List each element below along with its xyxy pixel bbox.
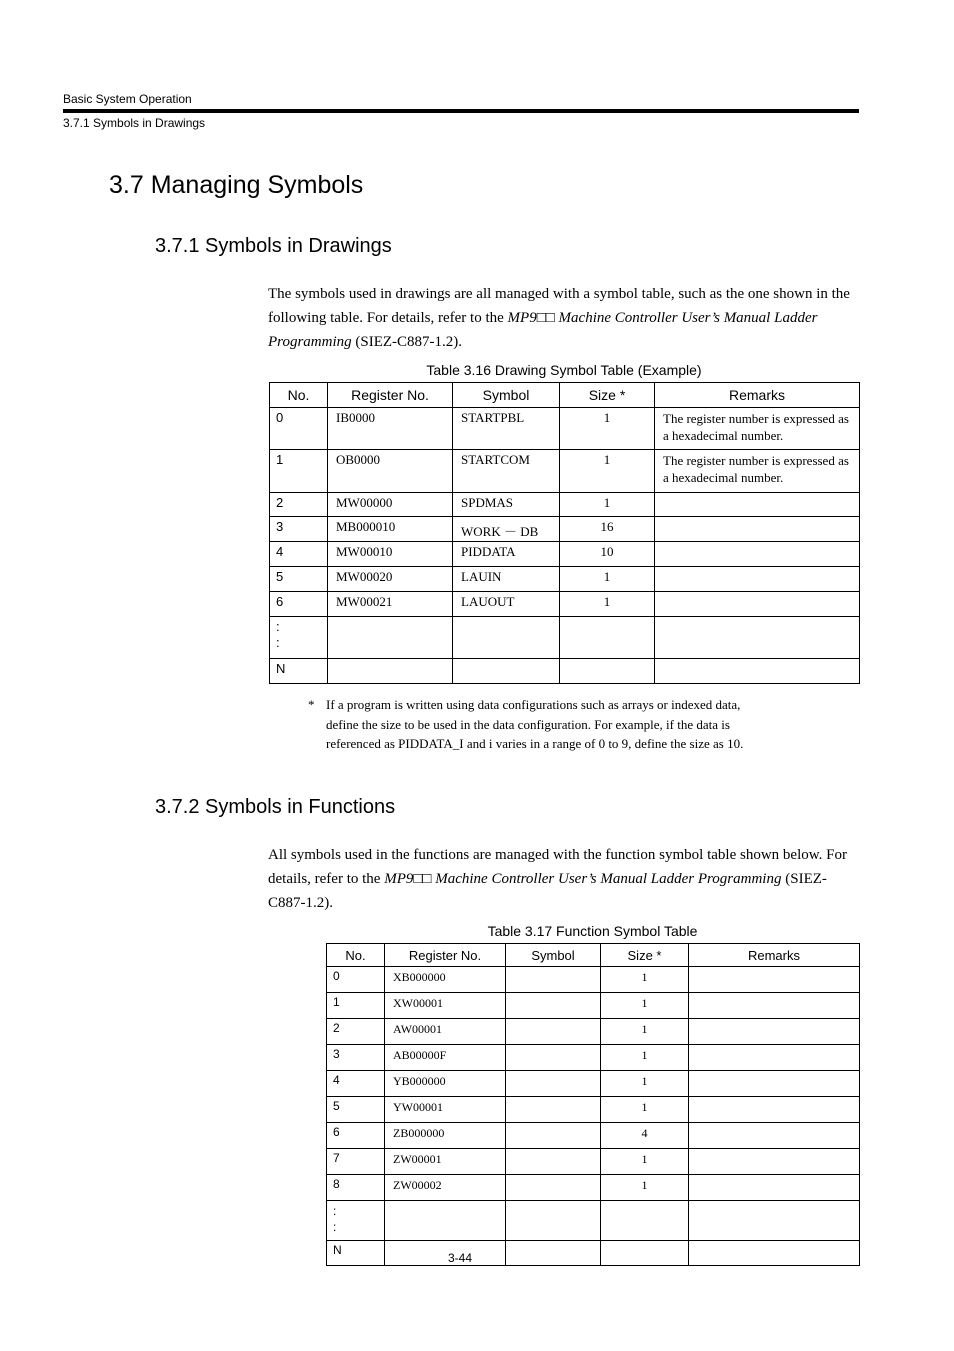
cell-symbol: [506, 967, 601, 993]
cell-no: 8: [327, 1175, 385, 1201]
cell-remarks: [689, 1019, 860, 1045]
cell-remarks: [655, 567, 860, 592]
manual-reference: MP9□□ Machine Controller User’s Manual Ladder Programming: [384, 871, 782, 887]
cell-size: 10: [560, 542, 655, 567]
cell-size: 1: [601, 967, 689, 993]
cell-symbol: [506, 1019, 601, 1045]
cell-size: 1: [560, 450, 655, 493]
cell-symbol: [506, 1175, 601, 1201]
cell-no: N: [327, 1241, 385, 1266]
cell-register: XB000000: [385, 967, 506, 993]
cell-symbol: [453, 617, 560, 659]
cell-no: 5: [270, 567, 328, 592]
table-row: [327, 1045, 860, 1071]
cell-symbol: LAUIN: [453, 567, 560, 592]
cell-register: ZB000000: [385, 1123, 506, 1149]
cell-register: AW00001: [385, 1019, 506, 1045]
cell-symbol: WORK － DB: [453, 517, 560, 542]
cell-remarks: [689, 1097, 860, 1123]
cell-size: 1: [601, 1175, 689, 1201]
table-header-row: [327, 944, 860, 967]
paragraph-text: All symbols used in the functions are managed with the function symbol table shown below. For details, refer to the: [268, 847, 847, 887]
cell-no: 0: [327, 967, 385, 993]
drawing-symbol-table: [269, 382, 860, 684]
running-header-chapter: Basic System Operation: [63, 92, 192, 106]
cell-no: 7: [327, 1149, 385, 1175]
cell-register: ZW00001: [385, 1149, 506, 1175]
running-header-section: 3.7.1 Symbols in Drawings: [63, 116, 206, 130]
cell-symbol: [506, 993, 601, 1019]
cell-size: 1: [601, 1045, 689, 1071]
table-row: [270, 450, 860, 493]
cell-remarks: [655, 592, 860, 617]
paragraph-text-end: (SIEZ-C887-1.2).: [268, 871, 827, 911]
cell-no: : :: [327, 1201, 385, 1241]
paragraph-text-end: (SIEZ-C887-1.2).: [351, 334, 463, 350]
cell-symbol: [453, 659, 560, 684]
cell-register: MW00020: [328, 567, 453, 592]
cell-no: 1: [270, 450, 328, 493]
cell-symbol: [506, 1123, 601, 1149]
cell-register: ZW00002: [385, 1175, 506, 1201]
cell-no: 5: [327, 1097, 385, 1123]
cell-remarks: [655, 493, 860, 517]
cell-size: [560, 617, 655, 659]
table-row: [327, 993, 860, 1019]
cell-remarks: [689, 1045, 860, 1071]
cell-symbol: SPDMAS: [453, 493, 560, 517]
column-header: Register No.: [328, 383, 453, 408]
cell-size: 1: [560, 493, 655, 517]
cell-symbol: [506, 1201, 601, 1241]
column-header: Symbol: [453, 383, 560, 408]
cell-register: MW00021: [328, 592, 453, 617]
table-row-ellipsis: [270, 617, 860, 659]
cell-register: [385, 1201, 506, 1241]
table-caption-function: Table 3.17 Function Symbol Table: [487, 923, 698, 939]
page-number: 3-44: [447, 1251, 473, 1265]
function-symbol-table: [326, 943, 860, 1266]
table-row: [270, 659, 860, 684]
column-header: Size *: [560, 383, 655, 408]
cell-size: 1: [601, 1071, 689, 1097]
cell-symbol: STARTCOM: [453, 450, 560, 493]
cell-no: 3: [327, 1045, 385, 1071]
cell-remarks: The register number is expressed as a hexadecimal number.: [655, 408, 860, 450]
cell-size: 16: [560, 517, 655, 542]
cell-register: MW00000: [328, 493, 453, 517]
cell-remarks: [689, 1071, 860, 1097]
cell-size: 1: [601, 1149, 689, 1175]
cell-no: 2: [270, 493, 328, 517]
column-header: Size *: [601, 944, 689, 967]
cell-no: N: [270, 659, 328, 684]
cell-no: 3: [270, 517, 328, 542]
table-row: [270, 567, 860, 592]
cell-no: 4: [270, 542, 328, 567]
cell-symbol: [506, 1097, 601, 1123]
table-row: [270, 517, 860, 542]
cell-register: YW00001: [385, 1097, 506, 1123]
cell-no: : :: [270, 617, 328, 659]
cell-symbol: STARTPBL: [453, 408, 560, 450]
cell-register: AB00000F: [385, 1045, 506, 1071]
cell-remarks: [689, 1149, 860, 1175]
cell-no: 6: [327, 1123, 385, 1149]
cell-size: [601, 1201, 689, 1241]
table-row: [327, 1123, 860, 1149]
cell-register: YB000000: [385, 1071, 506, 1097]
paragraph-text: The symbols used in drawings are all managed with a symbol table, such as the one shown in the following table. For details, refer to the: [268, 286, 850, 326]
cell-symbol: [506, 1149, 601, 1175]
cell-size: 1: [560, 408, 655, 450]
header-rule: [63, 109, 859, 113]
cell-symbol: [506, 1045, 601, 1071]
intro-paragraph-drawings: [268, 282, 860, 354]
table-row: [327, 1149, 860, 1175]
cell-no: 1: [327, 993, 385, 1019]
cell-remarks: [689, 1201, 860, 1241]
table-row: [270, 542, 860, 567]
cell-remarks: [689, 1175, 860, 1201]
cell-remarks: [689, 967, 860, 993]
cell-remarks: [655, 659, 860, 684]
cell-symbol: PIDDATA: [453, 542, 560, 567]
table-row: [327, 1071, 860, 1097]
cell-symbol: LAUOUT: [453, 592, 560, 617]
cell-register: MB000010: [328, 517, 453, 542]
table-row: [327, 1019, 860, 1045]
section-title: 3.7 Managing Symbols: [109, 171, 364, 199]
cell-size: 1: [601, 1097, 689, 1123]
table-row: [270, 408, 860, 450]
table-header-row: [270, 383, 860, 408]
cell-register: IB0000: [328, 408, 453, 450]
cell-remarks: [655, 542, 860, 567]
cell-no: 6: [270, 592, 328, 617]
table-row: [270, 493, 860, 517]
column-header: Symbol: [506, 944, 601, 967]
table-row: [270, 592, 860, 617]
cell-register: [328, 659, 453, 684]
table-caption-drawing: Table 3.16 Drawing Symbol Table (Example): [426, 362, 702, 378]
table-row: [327, 967, 860, 993]
cell-size: 1: [560, 592, 655, 617]
cell-size: 1: [560, 567, 655, 592]
cell-no: 4: [327, 1071, 385, 1097]
cell-no: 2: [327, 1019, 385, 1045]
cell-size: 4: [601, 1123, 689, 1149]
cell-register: [328, 617, 453, 659]
subsection-title-drawings: 3.7.1 Symbols in Drawings: [155, 235, 392, 257]
table-footnote: [308, 695, 748, 754]
cell-register: OB0000: [328, 450, 453, 493]
cell-symbol: [506, 1071, 601, 1097]
cell-remarks: [689, 993, 860, 1019]
cell-register: XW00001: [385, 993, 506, 1019]
cell-remarks: [655, 517, 860, 542]
manual-reference: MP9□□ Machine Controller User’s Manual Ladder Programming: [268, 310, 818, 350]
subsection-title-functions: 3.7.2 Symbols in Functions: [155, 796, 396, 818]
table-row: [327, 1097, 860, 1123]
column-header: No.: [270, 383, 328, 408]
cell-size: 1: [601, 1019, 689, 1045]
column-header: Remarks: [655, 383, 860, 408]
footnote-mark: *: [308, 697, 315, 712]
cell-size: 1: [601, 993, 689, 1019]
cell-size: [560, 659, 655, 684]
footnote-text: If a program is written using data configurations such as arrays or indexed data, define the size to be used in the data configuration. For example, if the data is referenced as PIDDATA_I and i varies in a range of 0 to 9, define the size as 10.: [326, 697, 744, 751]
cell-no: 0: [270, 408, 328, 450]
column-header: No.: [327, 944, 385, 967]
cell-remarks: [655, 617, 860, 659]
table-row: [327, 1175, 860, 1201]
column-header: Remarks: [689, 944, 860, 967]
cell-remarks: [689, 1123, 860, 1149]
column-header: Register No.: [385, 944, 506, 967]
intro-paragraph-functions: [268, 843, 860, 915]
cell-register: MW00010: [328, 542, 453, 567]
table-row-ellipsis: [327, 1201, 860, 1241]
cell-remarks: The register number is expressed as a hexadecimal number.: [655, 450, 860, 493]
